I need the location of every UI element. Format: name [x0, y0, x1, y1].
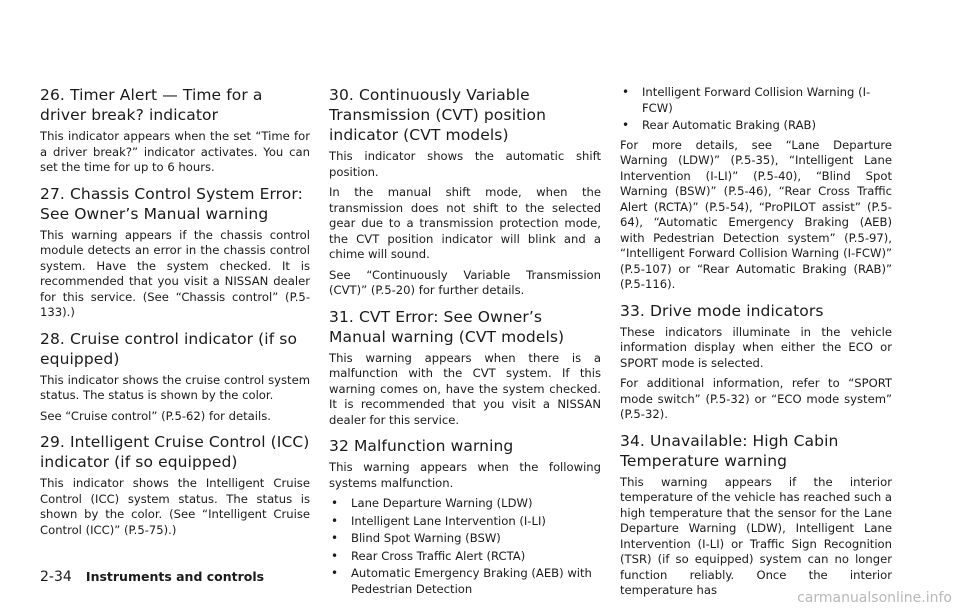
section-32-title: 32 Malfunction warning — [329, 437, 514, 455]
bullet-icon: • — [331, 513, 339, 528]
page-footer — [40, 569, 264, 586]
section-34-title: 34. Unavailable: High Cabin Temperature warning — [620, 431, 839, 470]
list-item: • Intelligent Lane Intervention (I-LI) — [331, 513, 546, 528]
section-28-text: This indicator shows the cruise control system status. The status is shown by the color. — [40, 372, 310, 402]
section-33-title: 33. Drive mode indicators — [620, 301, 824, 320]
section-30-text: This indicator shows the automatic shift position. — [329, 149, 601, 179]
list-item: • Rear Automatic Braking (RAB) — [622, 118, 817, 132]
bullet-icon: • — [331, 566, 339, 580]
section-31-text: This warning appears when there is a malfunction with the CVT system. If this warning comes on, have the system checked. It is recommended that you visit a NISSAN dealer for this service. — [329, 350, 601, 427]
section-33-reference: For additional information, refer to “SPORT mode switch” (P.5-32) or “ECO mode system” (P.5-32). — [620, 376, 892, 421]
bullet-icon: • — [331, 496, 339, 510]
list-item: • Rear Cross Traffic Alert (RCTA) — [331, 548, 526, 563]
watermark-text: carmanualsonline.info — [797, 590, 952, 606]
section-31-title: 31. CVT Error: See Owner’s Manual warning (CVT models) — [329, 307, 565, 346]
list-item: • Blind Spot Warning (BSW) — [331, 531, 501, 545]
section-27-title: 27. Chassis Control System Error: See Owner’s Manual warning — [40, 184, 303, 223]
column-left — [40, 85, 310, 543]
section-34-text: This warning appears if the interior temperature of the vehicle has reached such a high temperature that the sensor for the Lane Departure Warning (LDW), Intelligent Lane Intervention (I-LI) or Traffic Sign Recognition (TSR) (if so equipped) system can no longer function reliably. Once the interior temperature has — [620, 474, 892, 597]
section-30-reference: See “Continuously Variable Transmission (CVT)” (P.5-20) for further details. — [329, 267, 601, 297]
list-item: • Intelligent Forward Collision Warning (I-FCW) — [622, 85, 871, 115]
section-29-text: This indicator shows the Intelligent Cruise Control (ICC) system status. The status is shown by the color. (See “Intelligent Cruise Control (ICC)” (P.5-75).) — [40, 476, 310, 537]
bullet-icon: • — [622, 85, 630, 99]
section-28-reference: See “Cruise control” (P.5-62) for details. — [40, 408, 271, 423]
bullet-icon: • — [331, 548, 339, 563]
section-27-text: This warning appears if the chassis control module detects an error in the chassis control system. Have the system checked. It is recommended that you visit a NISSAN dealer for this service. (See “Chassis control” (P.5-133).) — [40, 227, 310, 319]
section-28-title: 28. Cruise control indicator (if so equipped) — [40, 329, 298, 368]
list-item: • Lane Departure Warning (LDW) — [331, 496, 533, 510]
section-26-text: This indicator appears when the set “Time for a driver break?” indicator activates. You can set the time for up to 6 hours. — [40, 129, 310, 174]
footer-section-title: Instruments and controls — [85, 569, 265, 584]
column-right — [620, 85, 892, 604]
section-33-text: These indicators illuminate in the vehicle information display when either the ECO or SPORT mode is selected. — [620, 324, 892, 370]
section-29-title: 29. Intelligent Cruise Control (ICC) indicator (if so equipped) — [40, 433, 310, 471]
section-30-title: 30. Continuously Variable Transmission (CVT) position indicator (CVT models) — [329, 86, 547, 144]
section-32-text: This warning appears when the following systems malfunction. — [329, 460, 601, 490]
section-26-title: 26. Timer Alert — Time for a driver break? indicator — [40, 86, 263, 124]
section-30-text-manual-mode: In the manual shift mode, when the transmission does not shift to the selected gear due to a transmission protection mode, the CVT position indicator will blink and a chime will sound. — [329, 185, 601, 261]
malfunction-systems-list — [329, 496, 601, 597]
malfunction-systems-list-continued — [620, 85, 892, 134]
list-item: • Automatic Emergency Braking (AEB) with Pedestrian Detection — [331, 566, 592, 596]
column-middle — [329, 85, 601, 601]
bullet-icon: • — [622, 118, 630, 132]
page-number: 2-34 — [40, 569, 72, 585]
bullet-icon: • — [331, 531, 339, 545]
details-references-text: For more details, see “Lane Departure Warning (LDW)” (P.5-35), “Intelligent Lane Intervention (I-LI)” (P.5-40), “Blind Spot Warning (BSW)” (P.5-46), “Rear Cross Traffic Alert (RCTA)” (P.5-54), “ProPILOT assist” (P.5-64), “Automatic Emergency Braking (AEB) with Pedestrian Detection system” (P.5-97), “Intelligent Forward Collision Warning (I-FCW)” (P.5-107) or “Rear Automatic Braking (RAB)” (P.5-116). — [620, 137, 892, 291]
